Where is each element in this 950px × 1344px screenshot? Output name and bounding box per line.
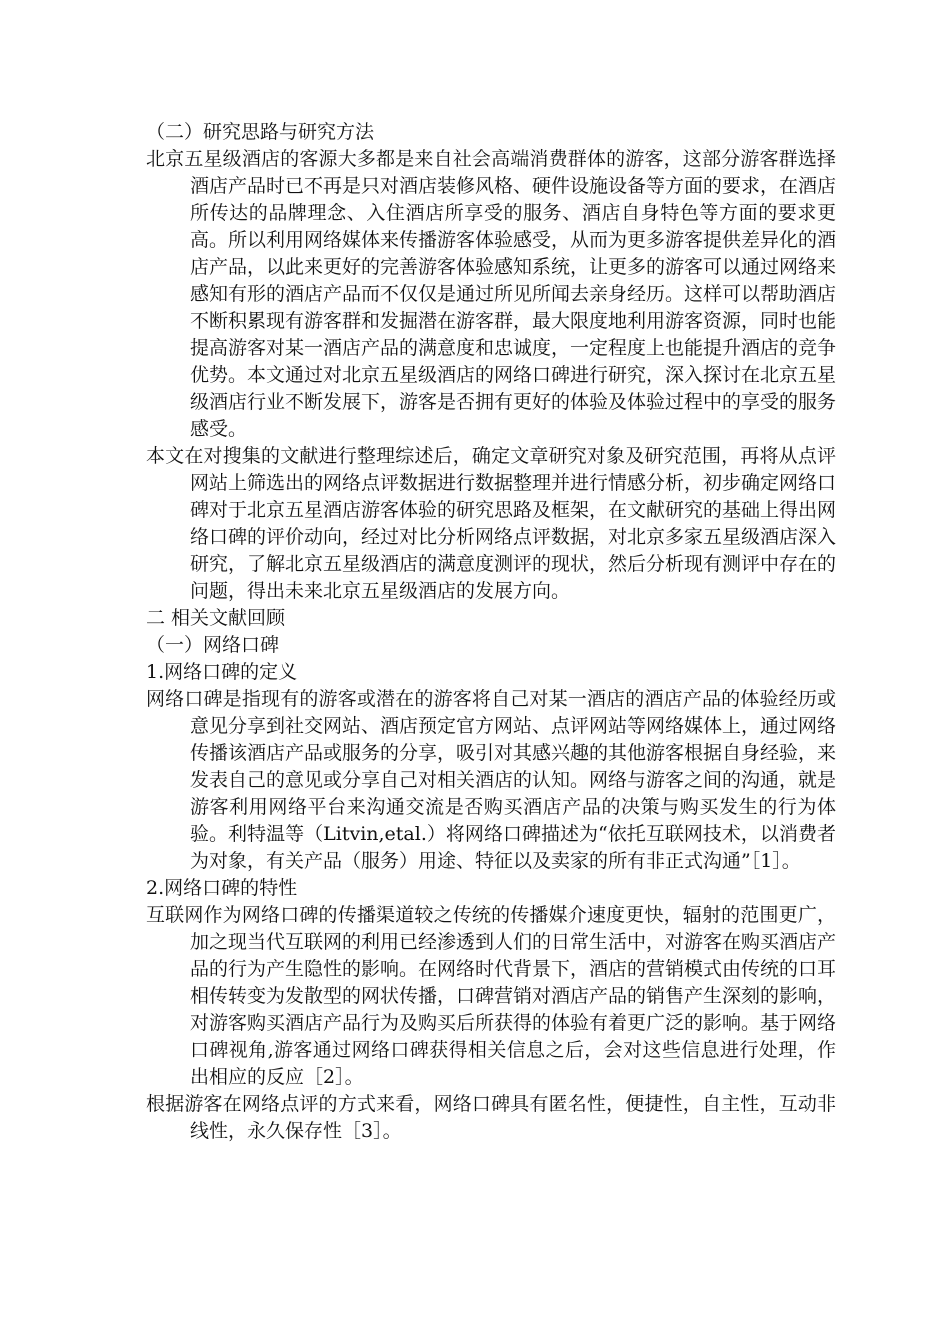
chapter-heading-literature-review: 二 相关文献回顾 xyxy=(146,607,286,629)
paragraph-definition: 网络口碑是指现有的游客或潜在的游客将自己对某一酒店的酒店产品的体验经历或意见分享到社交网站、酒店预定官方网站、点评网站等网络媒体上，通过网络传播该酒店产品或服务的分享，吸引对其感兴趣的其他游客根据自身经验，来发表自己的意见或分享自己对相关酒店的认知。网络与游客之间的沟通，就是游客利用网络平台来沟通交流是否购买酒店产品的决策与购买发生的行为体验。利特温等（Litvin,etal.）将网络口碑描述为“依托互联网技术，以消费者为对象，有关产品（服务）用途、特征以及卖家的所有非正式沟通”［1］。 xyxy=(146,688,837,872)
section-heading-research-approach: （二）研究思路与研究方法 xyxy=(146,121,375,143)
subsection-heading-definition: 1.网络口碑的定义 xyxy=(146,661,298,683)
document-body xyxy=(146,119,836,1145)
paragraph-research-method: 本文在对搜集的文献进行整理综述后，确定文章研究对象及研究范围，再将从点评网站上筛选出的网络点评数据进行数据整理并进行情感分析，初步确定网络口碑对于北京五星酒店游客体验的研究思路及框架，在文献研究的基础上得出网络口碑的评价动向，经过对比分析网络点评数据，对北京多家五星级酒店深入研究，了解北京五星级酒店的满意度测评的现状，然后分析现有测评中存在的问题，得出未来北京五星级酒店的发展方向。 xyxy=(146,445,837,602)
paragraph-characteristics: 互联网作为网络口碑的传播渠道较之传统的传播媒介速度更快，辐射的范围更广，加之现当代互联网的利用已经渗透到人们的日常生活中，对游客在购买酒店产品的行为产生隐性的影响。在网络时代背景下，酒店的营销模式由传统的口耳相传转变为发散型的网状传播，口碑营销对酒店产品的销售产生深刻的影响，对游客购买酒店产品行为及购买后所获得的体验有着更广泛的影响。基于网络口碑视角,游客通过网络口碑获得相关信息之后，会对这些信息进行处理，作出相应的反应［2］。 xyxy=(146,904,837,1088)
subsection-heading-characteristics: 2.网络口碑的特性 xyxy=(146,877,298,899)
paragraph-features-list: 根据游客在网络点评的方式来看，网络口碑具有匿名性，便捷性，自主性，互动非线性，永久保存性［3］。 xyxy=(146,1093,836,1142)
paragraph-customer-source: 北京五星级酒店的客源大多都是来自社会高端消费群体的游客，这部分游客群选择酒店产品时已不再是只对酒店装修风格、硬件设施设备等方面的要求，在酒店所传达的品牌理念、入住酒店所享受的服务、酒店自身特色等方面的要求更高。所以利用网络媒体来传播游客体验感受，从而为更多游客提供差异化的酒店产品，以此来更好的完善游客体验感知系统，让更多的游客可以通过网络来感知有形的酒店产品而不仅仅是通过所见所闻去亲身经历。这样可以帮助酒店不断积累现有游客群和发掘潜在游客群，最大限度地利用游客资源，同时也能提高游客对某一酒店产品的满意度和忠诚度，一定程度上也能提升酒店的竞争优势。本文通过对北京五星级酒店的网络口碑进行研究，深入探讨在北京五星级酒店行业不断发展下，游客是否拥有更好的体验及体验过程中的享受的服务感受。 xyxy=(146,148,837,440)
section-heading-online-wom: （一）网络口碑 xyxy=(146,634,280,656)
